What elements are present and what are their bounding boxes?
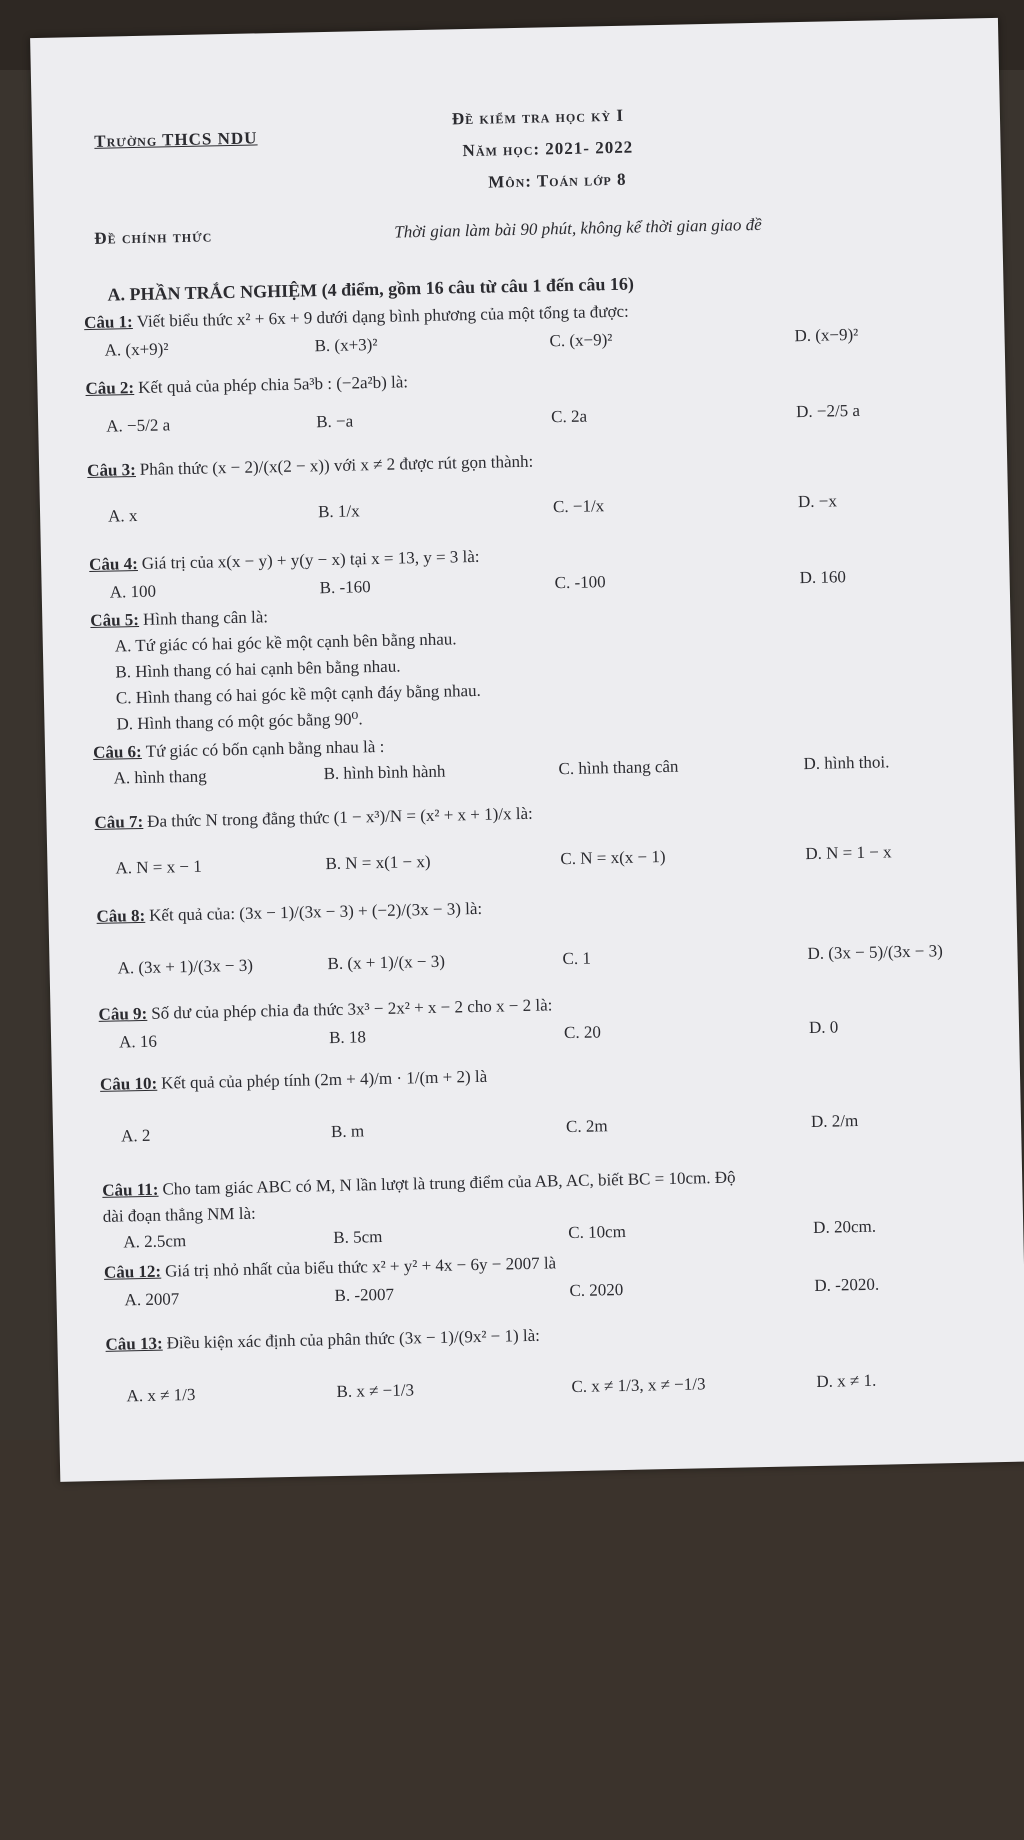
question-text: Phân thức (x − 2)/(x(2 − x)) với x ≠ 2 được rút gọn thành: <box>139 451 534 479</box>
option-c: C. (x−9)² <box>549 330 613 351</box>
option-b: B. N = x(1 − x) <box>325 851 431 874</box>
question-4 <box>89 547 480 575</box>
option-a: A. (x+9)² <box>104 339 169 360</box>
question-text: Điều kiện xác định của phân thức (3x − 1)/(9x² − 1) là: <box>166 1325 541 1353</box>
question-label: Câu 8: <box>96 905 146 926</box>
duration-note: Thời gian làm bài 90 phút, không kể thời gian giao đề <box>394 214 762 242</box>
option-b: B. 1/x <box>317 501 360 522</box>
question-label: Câu 9: <box>98 1003 148 1024</box>
answer-line: C. Hình thang có hai góc kề một cạnh đáy bằng nhau. <box>115 680 482 708</box>
option-a: A. x <box>107 505 138 526</box>
option-c: C. 20 <box>563 1022 602 1043</box>
answer-line: B. Hình thang có hai cạnh bên bằng nhau. <box>115 656 401 682</box>
school-name: Trường THCS NDU <box>94 128 258 151</box>
option-d: D. (x−9)² <box>794 324 859 346</box>
options-10 <box>120 1108 981 1146</box>
option-a: A. 16 <box>118 1031 158 1052</box>
option-b: B. (x+3)² <box>314 334 378 356</box>
option-d: D. 20cm. <box>812 1216 877 1237</box>
question-1 <box>84 302 629 333</box>
question-text: Số dư của phép chia đa thức 3x³ − 2x² + x − 2 cho x − 2 là: <box>151 995 553 1023</box>
option-a: A. −5/2 a <box>106 415 171 436</box>
option-a: A. (3x + 1)/(3x − 3) <box>117 955 254 978</box>
question-label: Câu 4: <box>88 553 138 575</box>
option-b: B. 5cm <box>333 1227 383 1248</box>
option-a: A. N = x − 1 <box>115 856 202 878</box>
question-text: Kết quả của phép tính (2m + 4)/m · 1/(m + 2) là <box>160 1066 488 1093</box>
options-3 <box>107 489 968 526</box>
option-c: C. 2020 <box>569 1279 624 1301</box>
option-b: B. hình bình hành <box>323 761 446 784</box>
options-7 <box>115 841 975 878</box>
question-label: Câu 12: <box>103 1261 162 1282</box>
question-9 <box>98 995 552 1025</box>
background-floor <box>0 1440 1024 1840</box>
question-label: Câu 10: <box>99 1073 158 1094</box>
option-d: D. 160 <box>799 567 847 588</box>
question-11-continued: dài đoạn thẳng NM là: <box>102 1203 256 1226</box>
question-6 <box>93 737 385 763</box>
exam-paper <box>30 18 1024 1482</box>
answer-line: A. Tứ giác có hai góc kề một cạnh bên bằng nhau. <box>114 629 457 656</box>
question-3 <box>87 452 533 481</box>
option-a: A. 100 <box>109 581 157 602</box>
question-2 <box>85 372 408 399</box>
question-text: Viết biểu thức x² + 6x + 9 dưới dạng bình phương của một tổng ta được: <box>136 301 629 331</box>
question-label: Câu 7: <box>94 811 144 832</box>
option-d: D. −x <box>797 491 838 512</box>
question-text: Giá trị của x(x − y) + y(y − x) tại x = 13, y = 3 là: <box>141 546 480 573</box>
question-label: Câu 13: <box>105 1333 163 1354</box>
option-c: C. 1 <box>562 948 592 969</box>
option-a: A. 2 <box>120 1125 151 1146</box>
option-d: D. -2020. <box>814 1274 880 1295</box>
question-text: Đa thức N trong đẳng thức (1 − x³)/N = (x² + x + 1)/x là: <box>146 803 533 831</box>
option-d: D. x ≠ 1. <box>816 1370 877 1391</box>
option-d: D. −2/5 a <box>795 400 861 422</box>
options-8 <box>117 940 977 978</box>
question-label: Câu 3: <box>86 460 137 481</box>
option-a: A. x ≠ 1/3 <box>126 1384 196 1406</box>
section-heading: A. PHẦN TRẮC NGHIỆM (4 điểm, gồm 16 câu từ câu 1 đến câu 16) <box>107 273 635 305</box>
option-c: C. x ≠ 1/3, x ≠ −1/3 <box>571 1374 706 1397</box>
question-label: Câu 11: <box>102 1179 159 1200</box>
subject: Môn: Toán lớp 8 <box>488 169 627 192</box>
option-c: C. 2m <box>565 1116 608 1137</box>
option-b: B. x ≠ −1/3 <box>336 1380 415 1402</box>
option-d: D. 0 <box>808 1017 839 1038</box>
option-a: A. hình thang <box>113 766 207 788</box>
question-13 <box>105 1326 540 1355</box>
option-c: C. -100 <box>554 572 606 593</box>
question-text: Giá trị nhỏ nhất của biểu thức x² + y² + 4x − 6y − 2007 là <box>164 1253 557 1281</box>
question-text: Kết quả của: (3x − 1)/(3x − 3) + (−2)/(3x − 3) là: <box>148 898 483 925</box>
option-a: A. 2007 <box>124 1289 180 1310</box>
question-text: Tứ giác có bốn cạnh bằng nhau là : <box>145 736 385 761</box>
question-text: Kết quả của phép chia 5a³b : (−2a²b) là: <box>137 372 409 397</box>
option-b: B. -2007 <box>334 1284 395 1306</box>
options-13 <box>126 1368 986 1406</box>
option-d: D. N = 1 − x <box>805 842 892 864</box>
option-a: A. 2.5cm <box>123 1231 187 1252</box>
option-b: B. m <box>330 1121 365 1142</box>
question-8 <box>96 899 482 927</box>
question-label: Câu 1: <box>83 312 133 333</box>
question-7 <box>94 804 533 833</box>
option-d: D. hình thoi. <box>803 752 890 774</box>
exam-title: Đề kiểm tra học kỳ I <box>451 105 625 129</box>
school-year: Năm học: 2021- 2022 <box>462 137 634 161</box>
option-d: D. (3x − 5)/(3x − 3) <box>807 941 943 964</box>
official-label: Đề chính thức <box>94 226 213 248</box>
option-c: C. 2a <box>550 406 588 427</box>
option-b: B. 18 <box>328 1027 367 1048</box>
options-2 <box>106 399 966 436</box>
question-text: Cho tam giác ABC có M, N lần lượt là trung điểm của AB, AC, biết BC = 10cm. Độ <box>162 1167 736 1199</box>
option-c: C. 10cm <box>568 1221 627 1243</box>
question-label: Câu 2: <box>85 378 135 399</box>
answer-line: D. Hình thang có một góc bằng 90⁰. <box>116 709 363 734</box>
option-c: C. N = x(x − 1) <box>560 847 666 869</box>
question-12 <box>104 1253 557 1282</box>
option-d: D. 2/m <box>810 1111 859 1132</box>
option-b: B. -160 <box>319 577 371 598</box>
option-c: C. −1/x <box>552 496 605 517</box>
option-c: C. hình thang cân <box>558 756 679 779</box>
question-label: Câu 5: <box>90 609 140 631</box>
question-10 <box>100 1067 488 1095</box>
question-label: Câu 6: <box>92 741 142 762</box>
question-text: Hình thang cân là: <box>142 607 269 629</box>
question-5 <box>90 607 268 631</box>
option-b: B. (x + 1)/(x − 3) <box>327 951 446 974</box>
option-b: B. −a <box>316 411 354 432</box>
question-11 <box>102 1168 736 1201</box>
